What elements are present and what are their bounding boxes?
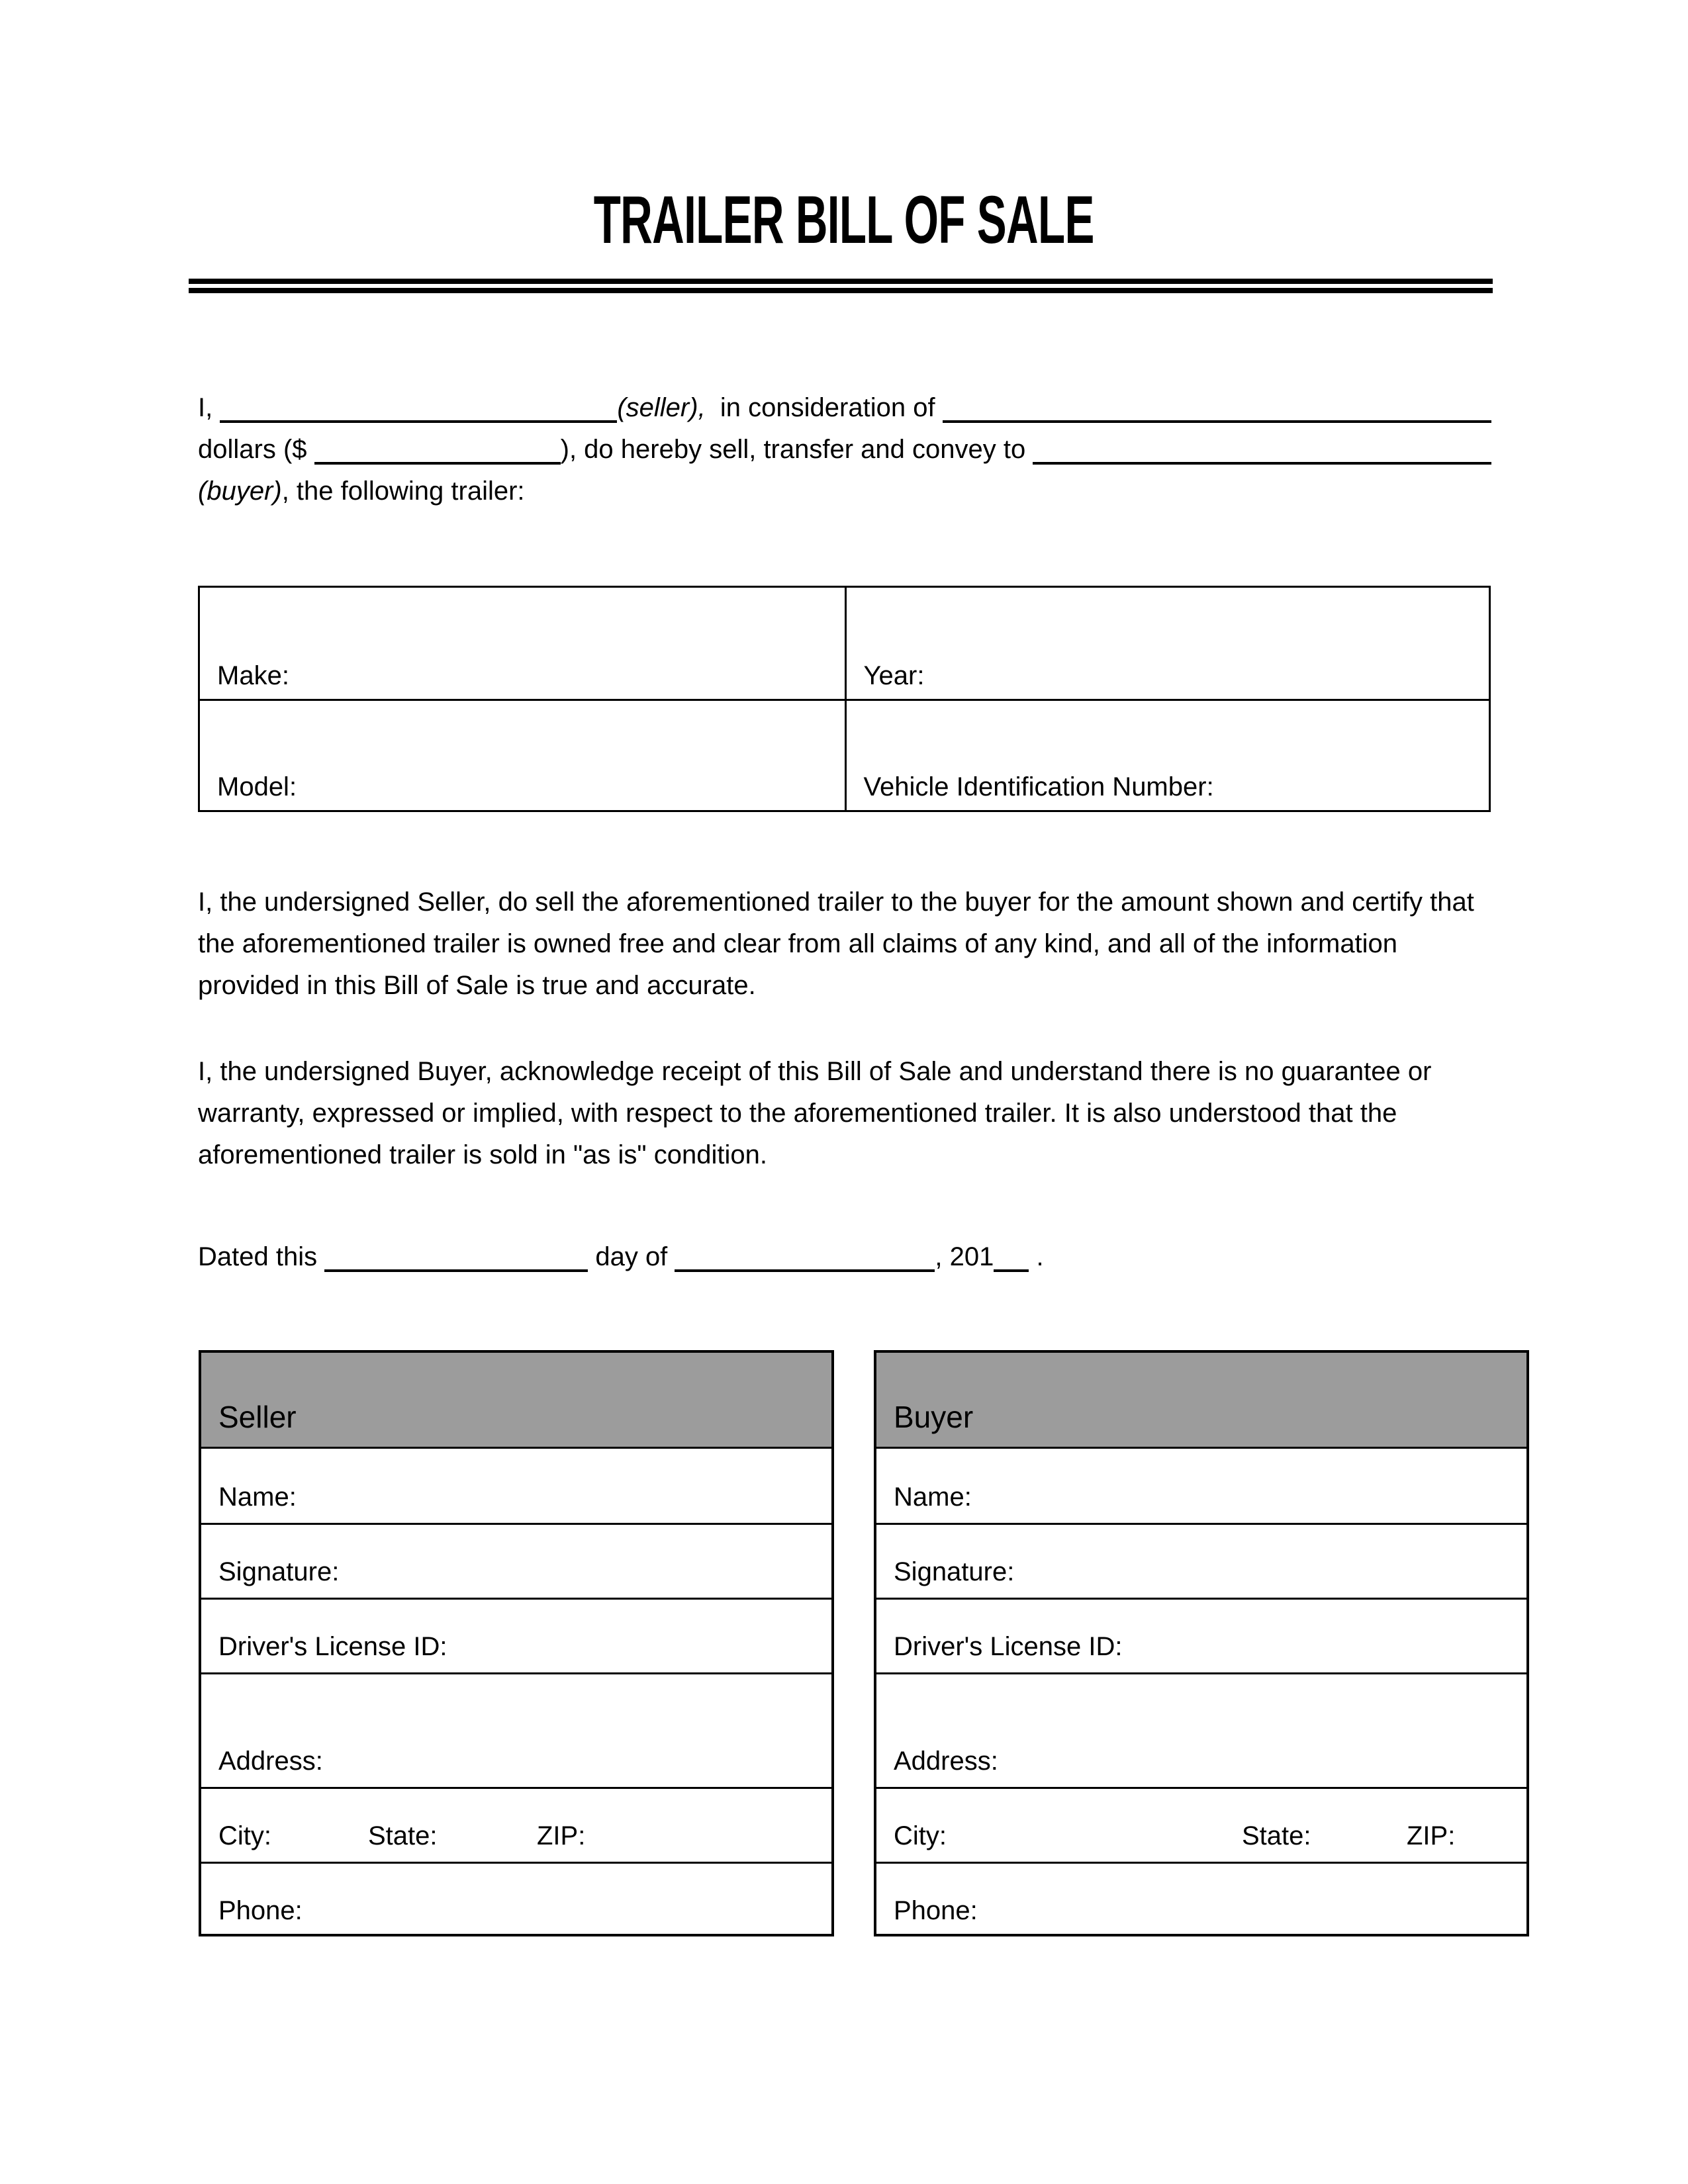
- model-label: Model:: [217, 772, 297, 801]
- dated-period: .: [1029, 1242, 1044, 1271]
- buyer-box: [874, 1350, 1529, 1936]
- seller-italic-label: (seller),: [617, 393, 713, 422]
- seller-name-blank: [220, 420, 617, 423]
- seller-license-row: [201, 1598, 831, 1672]
- seller-statement-paragraph: I, the undersigned Seller, do sell the aforementioned trailer to the buyer for the amount shown and certify that the aforementioned trailer is owned free and clear from all claims of any kind, and all of the information provided in this Bill of Sale is true and accurate.: [198, 887, 1474, 1000]
- title-double-rule: [189, 279, 1493, 293]
- day-blank: [324, 1269, 588, 1272]
- buyer-name-label: Name:: [894, 1482, 972, 1512]
- intro-line-3: [198, 471, 1491, 512]
- seller-phone-label: Phone:: [218, 1896, 303, 1925]
- buyer-phone-row: [876, 1862, 1526, 1936]
- buyer-signature-label: Signature:: [894, 1557, 1015, 1586]
- dated-prefix: Dated this: [198, 1242, 325, 1271]
- vin-cell: [845, 699, 1489, 810]
- consideration-blank: [943, 420, 1491, 423]
- month-blank: [675, 1269, 935, 1272]
- seller-state-label: State:: [368, 1821, 438, 1850]
- buyer-header-label: Buyer: [894, 1400, 974, 1434]
- vin-label: Vehicle Identification Number:: [863, 772, 1214, 801]
- intro-line1-prefix: I,: [198, 393, 220, 422]
- seller-zip-label: ZIP:: [537, 1821, 586, 1850]
- intro-line-2: [198, 429, 1491, 471]
- seller-name-label: Name:: [218, 1482, 297, 1512]
- year-blank: [994, 1269, 1029, 1272]
- page-title-text: TRAILER BILL OF SALE: [594, 182, 1094, 257]
- seller-city-row: [201, 1787, 831, 1862]
- year-prefix: , 201: [935, 1242, 994, 1271]
- buyer-name-row: [876, 1449, 1526, 1523]
- model-cell: [200, 699, 845, 810]
- intro-line-1: [198, 387, 1491, 429]
- buyer-phone-label: Phone:: [894, 1896, 978, 1925]
- intro-line2-mid: ), do hereby sell, transfer and convey to: [560, 435, 1033, 464]
- dollar-amount-blank: [314, 462, 561, 465]
- buyer-box-header: [876, 1353, 1526, 1449]
- buyer-address-label: Address:: [894, 1747, 998, 1776]
- intro-line2-prefix: dollars ($: [198, 435, 314, 464]
- intro-paragraph: [198, 387, 1491, 512]
- year-label: Year:: [863, 661, 925, 690]
- year-cell: [845, 588, 1489, 699]
- make-label: Make:: [217, 661, 289, 690]
- trailer-info-table: [198, 586, 1491, 812]
- buyer-address-row: [876, 1672, 1526, 1787]
- seller-name-row: [201, 1449, 831, 1523]
- seller-header-label: Seller: [218, 1400, 297, 1434]
- intro-line1-mid: in consideration of: [712, 393, 943, 422]
- buyer-italic-label: (buyer): [198, 477, 282, 506]
- buyer-name-blank: [1033, 462, 1491, 465]
- buyer-city-label: City:: [894, 1821, 947, 1850]
- seller-license-label: Driver's License ID:: [218, 1632, 447, 1661]
- buyer-statement-paragraph: I, the undersigned Buyer, acknowledge receipt of this Bill of Sale and understand there is no guarantee or warranty, expressed or implied, with respect to the aforementioned trailer. It is also understood that the aforementioned trailer is sold in "as is" condition.: [198, 1057, 1432, 1169]
- buyer-state-label: State:: [1242, 1821, 1311, 1850]
- seller-phone-row: [201, 1862, 831, 1936]
- dated-line-row: [198, 1236, 1491, 1278]
- seller-signature-label: Signature:: [218, 1557, 340, 1586]
- dated-line: [198, 1236, 1491, 1278]
- day-of-label: day of: [588, 1242, 675, 1271]
- buyer-zip-label: ZIP:: [1407, 1821, 1456, 1850]
- seller-box: [199, 1350, 834, 1936]
- buyer-signature-row: [876, 1523, 1526, 1598]
- buyer-city-row: [876, 1787, 1526, 1862]
- seller-signature-row: [201, 1523, 831, 1598]
- buyer-license-label: Driver's License ID:: [894, 1632, 1123, 1661]
- seller-address-label: Address:: [218, 1747, 323, 1776]
- seller-box-header: [201, 1353, 831, 1449]
- buyer-license-row: [876, 1598, 1526, 1672]
- make-cell: [200, 588, 845, 699]
- seller-city-label: City:: [218, 1821, 271, 1850]
- page-title: [0, 183, 1688, 257]
- seller-address-row: [201, 1672, 831, 1787]
- intro-line3-rest: , the following trailer:: [281, 477, 525, 506]
